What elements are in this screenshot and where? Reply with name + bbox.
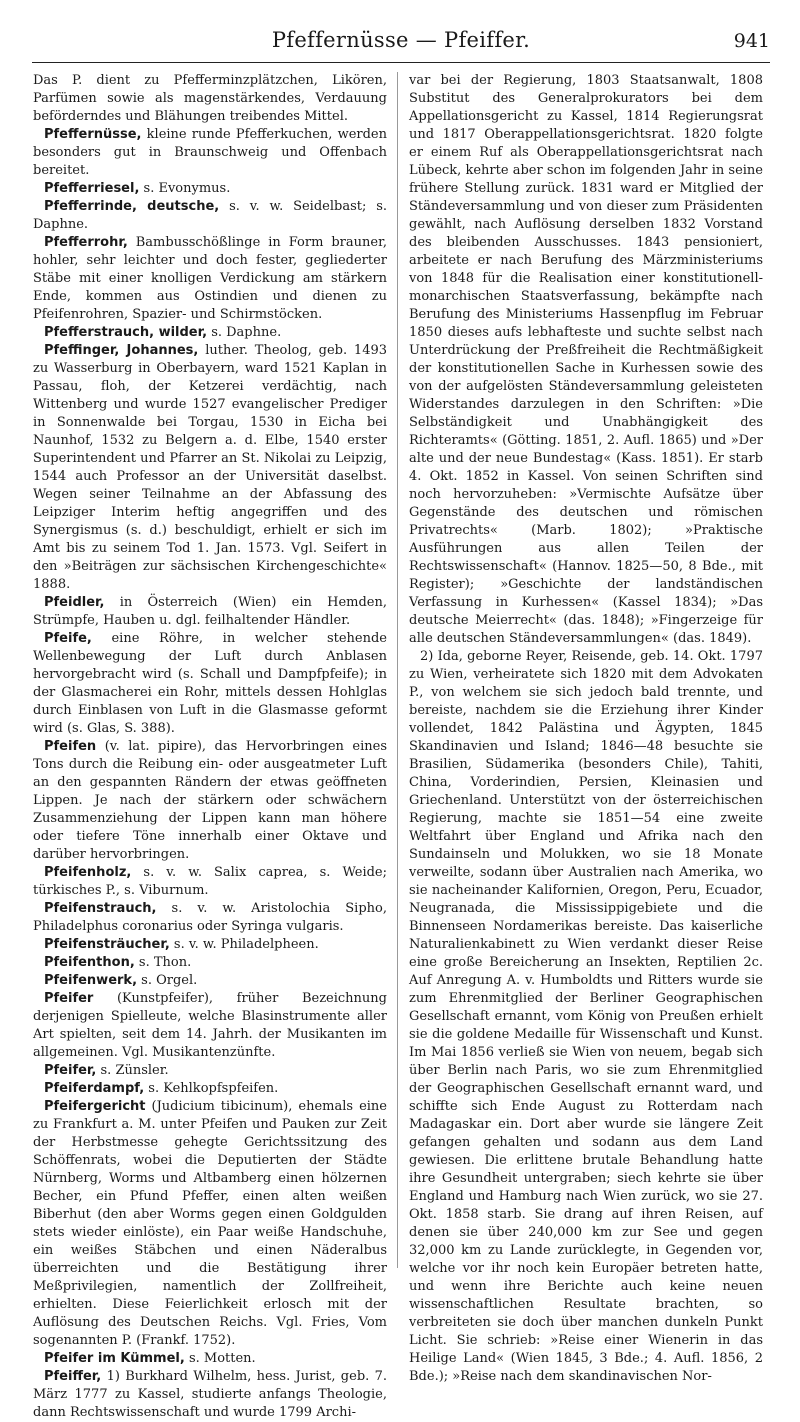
entry-headword: Pfeifen [44, 739, 97, 754]
dictionary-entry [33, 972, 387, 990]
entry-headword: Pfefferrohr, [44, 235, 128, 250]
entry-headword: Pfeifensträucher, [44, 937, 170, 952]
entry-headword: Pfeffernüsse, [44, 127, 142, 142]
dictionary-entry [33, 900, 387, 936]
column-divider [397, 72, 398, 1268]
dictionary-entry [33, 1098, 387, 1350]
entry-text: kleine runde Pfefferkuchen, werden besonders gut in Braunschweig und Offenbach bereitet. [33, 127, 387, 178]
dictionary-entry [33, 1080, 387, 1098]
entry-text: var bei der Regierung, 1803 Staatsanwalt, 1808 Substitut des Generalprokurators bei dem Appellationsgericht zu Kassel, 1814 Regierungsrat und 1817 Oberappellationsgerichtsrat. 1820 folgte er einem Ruf als Oberappellationsgerichtsrat nach Lübeck, kehrte aber schon im folgenden Jahr in seine frühere Stellung zurück. 1831 ward er Mitglied der Ständeversammlung und von dieser zum Präsidenten gewählt, nach Auflösung derselben 1832 Vorstand des bleibenden Ausschusses. 1843 pensioniert, arbeitete er nach Berufung des Märzministeriums von 1848 für die Realisation einer konstitutionell-monarchischen Staatsverfassung, bekämpfte nach Berufung des Ministeriums Hassenpflug im Februar 1850 dieses aufs lebhafteste und suchte selbst nach Unterdrückung der Preßfreiheit die Rechtmäßigkeit der konstitutionellen Sache in Kurhessen sowie des von der aufgelösten Ständeversammlung geleisteten Widerstandes darzulegen in den Schriften: »Die Selbständigkeit und Unabhängigkeit des Richteramts« (Götting. 1851, 2. Aufl. 1865) und »Der alte und der neue Bundestag« (Kass. 1851). Er starb 4. Okt. 1852 in Kassel. Von seinen Schriften sind noch hervorzuheben: »Vermischte Aufsätze über Gegenstände des deutschen und römischen Privatrechts« (Marb. 1802); »Praktische Ausführungen aus allen Teilen der Rechtswissenschaft« (Hannov. 1825—50, 8 Bde., mit Register); »Geschichte der landständischen Verfassung in Kurhessen« (Kassel 1834); »Das deutsche Meierrecht« (das. 1848); »Fingerzeige für alle deutschen Ständeversammlungen« (das. 1849). [409, 73, 763, 646]
entry-text: (Judicium tibicinum), ehemals eine zu Frankfurt a. M. unter Pfeifen und Pauken zur Zeit der Herbstmesse gehegte Gerichtssitzung des Schöffenrats, wobei die Deputierten der Städte Nürnberg, Worms und Altbamberg einen hölzernen Becher, ein Pfund Pfeffer, einen alten weißen Biberhut (den aber Worms gegen einen Goldgulden stets wieder einlöste), ein Paar weiße Handschuhe, ein weißes Stäbchen und einen Näderalbus überreichten und die Bestätigung ihrer Meßprivilegien, namentlich der Zollfreiheit, erhielten. Diese Feierlichkeit erlosch mit der Auflösung des Deutschen Reichs. Vgl. Fries, Vom sogenannten P. (Frankf. 1752). [33, 1099, 387, 1348]
dictionary-entry [33, 936, 387, 954]
entry-text: s. v. w. Seidelbast; s. Daphne. [33, 199, 387, 232]
entry-text: s. Thon. [134, 955, 192, 970]
entry-text: s. v. w. Salix caprea, s. Weide; türkisches P., s. Viburnum. [33, 865, 387, 898]
entry-text: s. Zünsler. [96, 1063, 169, 1078]
entry-text: 1) Burkhard Wilhelm, hess. Jurist, geb. 7. März 1777 zu Kassel, studierte anfangs Theologie, dann Rechtswissenschaft und wurde 1799 Archi- [33, 1369, 387, 1420]
entry-headword: Pfeiffer, [44, 1369, 102, 1384]
dictionary-entry [33, 630, 387, 738]
entry-text: s. v. w. Aristolochia Sipho, Philadelphus coronarius oder Syringa vulgaris. [33, 901, 387, 934]
dictionary-entry [33, 1368, 387, 1422]
entry-headword: Pfeffinger, Johannes, [44, 343, 199, 358]
entry-headword: Pfefferriesel, [44, 181, 140, 196]
entry-text: Das P. dient zu Pfefferminzplätzchen, Likören, Parfümen sowie als magenstärkendes, Verdauung beförderndes und Blähungen treibendes Mittel. [33, 73, 387, 124]
entry-text: s. Orgel. [137, 973, 198, 988]
entry-headword: Pfeiferdampf, [44, 1081, 145, 1096]
entry-text: 2) Ida, geborne Reyer, Reisende, geb. 14. Okt. 1797 zu Wien, verheiratete sich 1820 mit dem Advokaten P., von welchem sie sich jedoch bald trennte, und bereiste, nachdem sie die Erziehung ihrer Kinder vollendet, 1842 Palästina und Ägypten, 1845 Skandinavien und Island; 1846—48 besuchte sie Brasilien, Südamerika (besonders Chile), Tahiti, China, Vorderindien, Persien, Kleinasien und Griechenland. Unterstützt von der österreichischen Regierung, machte sie 1851—54 eine zweite Weltfahrt über England und Afrika nach den Sundainseln und Molukken, wo sie 18 Monate verweilte, sodann über Australien nach Amerika, wo sie nacheinander Kalifornien, Oregon, Peru, Ecuador, Neugranada, die Mississippigebiete und die Binnenseen Nordamerikas bereiste. Das kaiserliche Naturalienkabinett zu Wien verdankt dieser Reise eine große Bereicherung an Insekten, Reptilien 2c. Auf Anregung A. v. Humboldts und Ritters wurde sie zum Ehrenmitglied der Berliner Geographischen Gesellschaft ernannt, vom König von Preußen erhielt sie die goldene Medaille für Wissenschaft und Kunst. Im Mai 1856 verließ sie Wien von neuem, begab sich über Berlin nach Paris, wo sie zum Ehrenmitglied der Geographischen Gesellschaft ernannt ward, und schiffte sich Ende August zu Rotterdam nach Madagaskar ein. Dort aber wurde sie längere Zeit gefangen gehalten und sodann aus dem Land gewiesen. Die erlittene brutale Behandlung hatte ihre Gesundheit untergraben; siech kehrte sie über England und Hamburg nach Wien zurück, wo sie 27. Okt. 1858 starb. Sie drang auf ihren Reisen, auf denen sie über 240,000 km zur See und gegen 32,000 km zu Lande zurücklegte, in Gegenden vor, welche vor ihr noch kein Europäer betreten hatte, und wenn ihre Berichte auch keine neuen wissenschaftlichen Resultate brachten, so verbreiteten sie doch über manchen dunkeln Punkt Licht. Sie schrieb: »Reise einer Wienerin in das Heilige Land« (Wien 1845, 3 Bde.; 4. Aufl. 1856, 2 Bde.); »Reise nach dem skandinavischen Nor- [409, 649, 763, 1384]
entry-headword: Pfeifer, [44, 1063, 97, 1078]
entry-headword: Pfeifenwerk, [44, 973, 138, 988]
entry-headword: Pfeifer im Kümmel, [44, 1351, 185, 1366]
entry-headword: Pfeifenstrauch, [44, 901, 157, 916]
entry-text: (Kunstpfeifer), früher Bezeichnung derjenigen Spielleute, welche Blasinstrumente aller Art spielten, seit dem 14. Jahrh. der Musikanten im allgemeinen. Vgl. Musikantenzünfte. [33, 991, 387, 1060]
dictionary-entry [33, 594, 387, 630]
entry-text: s. Motten. [184, 1351, 256, 1366]
left-column [33, 72, 388, 1420]
entry-text: in Österreich (Wien) ein Hemden, Strümpfe, Hauben u. dgl. feilhaltender Händler. [33, 595, 387, 628]
dictionary-entry [33, 1062, 387, 1080]
dictionary-entry [409, 648, 763, 1386]
entry-text: s. v. w. Philadelpheen. [169, 937, 319, 952]
page-header [32, 22, 770, 63]
entry-text: eine Röhre, in welcher stehende Wellenbewegung der Luft durch Anblasen hervorgebracht wird (s. Schall und Dampfpfeife); in der Glasmacherei ein Rohr, mittels dessen Hohlglas durch Einblasen von Luft in die Glasmasse geformt wird (s. Glas, S. 388). [33, 631, 387, 736]
entry-text: s. Daphne. [207, 325, 282, 340]
dictionary-entry [33, 990, 387, 1062]
dictionary-entry [33, 864, 387, 900]
entry-headword: Pfeifenthon, [44, 955, 135, 970]
entry-text: (v. lat. pipire), das Hervorbringen eines Tons durch die Reibung ein- oder ausgeatmeter Luft an den gespannten Rändern der etwas geöffneten Lippen. Je nach der stärkern oder schwächern Zusammenziehung der Lippen kann man höhere oder tiefere Töne innerhalb einer Oktave und darüber hervorbringen. [33, 739, 387, 862]
dictionary-entry [33, 180, 387, 198]
dictionary-entry [33, 1350, 387, 1368]
dictionary-entry [33, 324, 387, 342]
dictionary-entry [33, 738, 387, 864]
dictionary-entry [33, 234, 387, 324]
entry-headword: Pfefferrinde, deutsche, [44, 199, 220, 214]
dictionary-entry [33, 342, 387, 594]
dictionary-entry [33, 954, 387, 972]
page-title: Pfeffernüsse — Pfeiffer. [271, 28, 531, 52]
dictionary-entry [409, 72, 763, 648]
entry-headword: Pfeifenholz, [44, 865, 132, 880]
entry-text: s. Evonymus. [139, 181, 231, 196]
dictionary-entry [33, 126, 387, 180]
entry-headword: Pfefferstrauch, wilder, [44, 325, 208, 340]
entry-text: luther. Theolog, geb. 1493 zu Wasserburg in Oberbayern, ward 1521 Kaplan in Passau, floh, der Ketzerei verdächtig, nach Wittenberg und wurde 1527 evangelischer Prediger in Sonnenwalde bei Torgau, 1530 in Eicha bei Naunhof, 1532 zu Belgern a. d. Elbe, 1540 erster Superintendent und Pfarrer an St. Nikolai zu Leipzig, 1544 auch Professor an der Universität daselbst. Wegen seiner Teilnahme an der Abfassung des Leipziger Interim heftig angegriffen und des Synergismus (s. d.) beschuldigt, erhielt er sich im Amt bis zu seinem Tod 1. Jan. 1573. Vgl. Seifert in den »Beiträgen zur sächsischen Kirchengeschichte« 1888. [33, 343, 388, 592]
dictionary-entry [33, 198, 387, 234]
right-column [409, 72, 763, 1384]
entry-text: s. Kehlkopfspfeifen. [144, 1081, 279, 1096]
entry-headword: Pfeifer [44, 991, 94, 1006]
entry-headword: Pfeife, [44, 631, 92, 646]
page-number: 941 [733, 30, 770, 52]
entry-text: Bambusschößlinge in Form brauner, hohler, sehr leichter und doch fester, gegliederter Stäbe mit einer knolligen Verdickung am stärkern Ende, kommen aus Ostindien und dienen zu Pfeifenrohren, Spazier- und Schirmstöcken. [33, 235, 387, 322]
entry-headword: Pfeifergericht [44, 1099, 146, 1114]
entry-headword: Pfeidler, [44, 595, 105, 610]
dictionary-entry [33, 72, 387, 126]
